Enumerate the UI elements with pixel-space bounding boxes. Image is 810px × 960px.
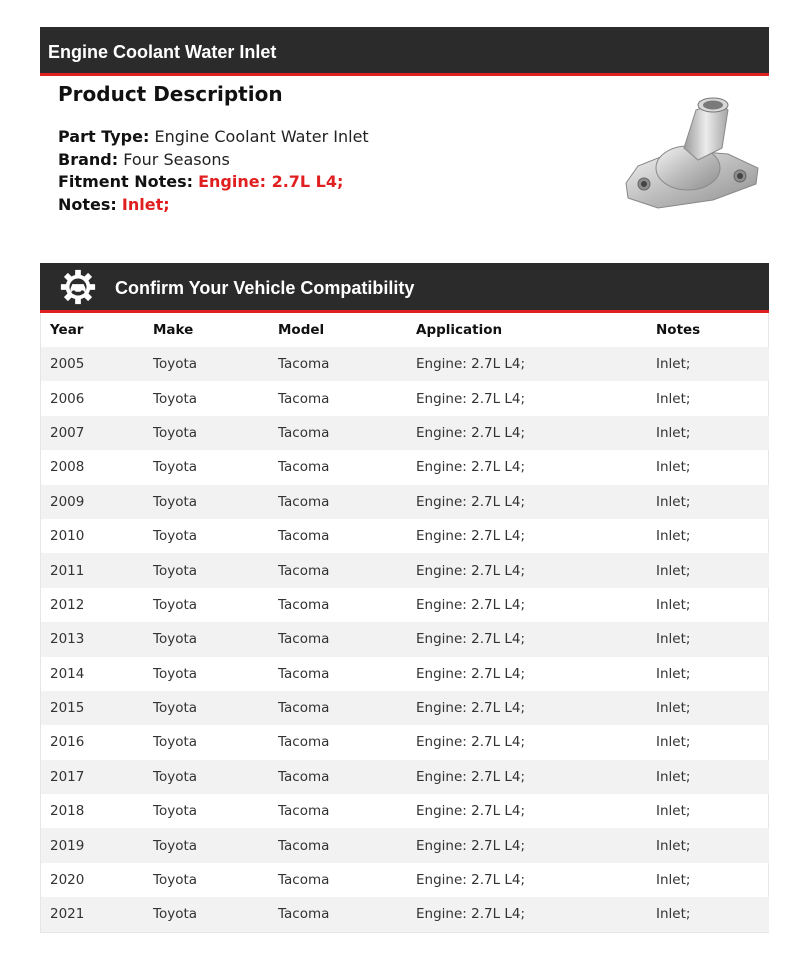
cell-year: 2010	[50, 528, 85, 545]
cell-make: Toyota	[153, 596, 198, 613]
cell-notes: Inlet;	[656, 493, 691, 510]
cell-year: 2008	[50, 459, 85, 476]
cell-make: Toyota	[153, 734, 198, 751]
cell-make: Toyota	[153, 803, 198, 820]
cell-make: Toyota	[153, 356, 198, 373]
cell-model: Tacoma	[278, 872, 330, 889]
cell-application: Engine: 2.7L L4;	[416, 700, 526, 717]
cell-application: Engine: 2.7L L4;	[416, 424, 526, 441]
table-header-row	[41, 313, 769, 347]
cell-make: Toyota	[153, 493, 198, 510]
table-row	[41, 691, 769, 725]
table-row	[41, 519, 769, 553]
table-row	[41, 657, 769, 691]
cell-year: 2007	[50, 424, 85, 441]
cell-model: Tacoma	[278, 390, 330, 407]
cell-application: Engine: 2.7L L4;	[416, 768, 526, 785]
cell-application: Engine: 2.7L L4;	[416, 356, 526, 373]
cell-notes: Inlet;	[656, 837, 691, 854]
cell-notes: Inlet;	[656, 665, 691, 682]
cell-model: Tacoma	[278, 803, 330, 820]
cell-model: Tacoma	[278, 596, 330, 613]
cell-make: Toyota	[153, 631, 198, 648]
product-header-banner	[40, 27, 769, 76]
cell-make: Toyota	[153, 837, 198, 854]
cell-notes: Inlet;	[656, 631, 691, 648]
cell-make: Toyota	[153, 665, 198, 682]
cell-model: Tacoma	[278, 528, 330, 545]
description-heading: Product Description	[58, 82, 283, 106]
cell-application: Engine: 2.7L L4;	[416, 390, 526, 407]
col-header-year: Year	[50, 322, 84, 338]
cell-model: Tacoma	[278, 459, 330, 476]
table-body	[41, 347, 769, 932]
table-row	[41, 622, 769, 656]
col-header-application: Application	[416, 322, 503, 338]
table-row	[41, 450, 769, 484]
cell-application: Engine: 2.7L L4;	[416, 665, 526, 682]
col-header-make: Make	[153, 322, 194, 338]
cell-notes: Inlet;	[656, 562, 691, 579]
cell-notes: Inlet;	[656, 768, 691, 785]
cell-make: Toyota	[153, 906, 198, 923]
table-row	[41, 725, 769, 759]
product-image	[618, 88, 768, 218]
brand-label: Brand:	[58, 150, 119, 169]
part-type-label: Part Type:	[58, 127, 150, 146]
col-header-notes: Notes	[656, 322, 701, 338]
cell-year: 2020	[50, 872, 85, 889]
cell-application: Engine: 2.7L L4;	[416, 493, 526, 510]
cell-notes: Inlet;	[656, 872, 691, 889]
cell-year: 2017	[50, 768, 85, 785]
cell-make: Toyota	[153, 872, 198, 889]
part-type-line	[58, 127, 369, 146]
table-row	[41, 794, 769, 828]
table-row	[41, 347, 769, 381]
col-header-model: Model	[278, 322, 325, 338]
table-row	[41, 828, 769, 862]
notes-value: Inlet;	[121, 195, 170, 214]
table-row	[41, 897, 769, 931]
cell-model: Tacoma	[278, 837, 330, 854]
fitment-label: Fitment Notes:	[58, 172, 193, 191]
cell-make: Toyota	[153, 459, 198, 476]
cell-make: Toyota	[153, 390, 198, 407]
cell-year: 2012	[50, 596, 85, 613]
brand-value: Four Seasons	[123, 150, 230, 169]
cell-year: 2019	[50, 837, 85, 854]
cell-application: Engine: 2.7L L4;	[416, 596, 526, 613]
cell-model: Tacoma	[278, 631, 330, 648]
cell-make: Toyota	[153, 700, 198, 717]
cell-notes: Inlet;	[656, 700, 691, 717]
cell-application: Engine: 2.7L L4;	[416, 872, 526, 889]
cell-notes: Inlet;	[656, 459, 691, 476]
cell-make: Toyota	[153, 424, 198, 441]
cell-notes: Inlet;	[656, 528, 691, 545]
compatibility-title: Confirm Your Vehicle Compatibility	[115, 278, 415, 298]
table-row	[41, 485, 769, 519]
cell-application: Engine: 2.7L L4;	[416, 528, 526, 545]
cell-model: Tacoma	[278, 906, 330, 923]
gear-car-icon	[59, 268, 97, 306]
cell-model: Tacoma	[278, 424, 330, 441]
table-row	[41, 760, 769, 794]
cell-model: Tacoma	[278, 734, 330, 751]
cell-year: 2021	[50, 906, 85, 923]
compatibility-table	[40, 313, 769, 933]
cell-year: 2011	[50, 562, 85, 579]
cell-application: Engine: 2.7L L4;	[416, 837, 526, 854]
cell-model: Tacoma	[278, 562, 330, 579]
cell-notes: Inlet;	[656, 734, 691, 751]
compatibility-banner	[40, 263, 769, 313]
cell-year: 2015	[50, 700, 85, 717]
part-type-value: Engine Coolant Water Inlet	[154, 127, 369, 146]
cell-make: Toyota	[153, 562, 198, 579]
cell-year: 2009	[50, 493, 85, 510]
fitment-value: Engine: 2.7L L4;	[198, 172, 344, 191]
table-row	[41, 863, 769, 897]
cell-application: Engine: 2.7L L4;	[416, 562, 526, 579]
cell-notes: Inlet;	[656, 356, 691, 373]
cell-year: 2005	[50, 356, 85, 373]
cell-notes: Inlet;	[656, 803, 691, 820]
cell-model: Tacoma	[278, 356, 330, 373]
cell-year: 2013	[50, 631, 85, 648]
cell-application: Engine: 2.7L L4;	[416, 631, 526, 648]
cell-model: Tacoma	[278, 493, 330, 510]
cell-year: 2006	[50, 390, 85, 407]
cell-year: 2018	[50, 803, 85, 820]
cell-year: 2014	[50, 665, 85, 682]
cell-application: Engine: 2.7L L4;	[416, 906, 526, 923]
cell-notes: Inlet;	[656, 424, 691, 441]
table-row	[41, 381, 769, 415]
cell-application: Engine: 2.7L L4;	[416, 459, 526, 476]
cell-make: Toyota	[153, 768, 198, 785]
notes-label: Notes:	[58, 195, 117, 214]
cell-notes: Inlet;	[656, 390, 691, 407]
table-row	[41, 553, 769, 587]
cell-application: Engine: 2.7L L4;	[416, 734, 526, 751]
brand-line	[58, 150, 230, 169]
cell-make: Toyota	[153, 528, 198, 545]
table-row	[41, 416, 769, 450]
fitment-line	[58, 172, 343, 191]
product-title: Engine Coolant Water Inlet	[48, 42, 277, 62]
cell-year: 2016	[50, 734, 85, 751]
cell-notes: Inlet;	[656, 906, 691, 923]
notes-line	[58, 195, 170, 214]
table-row	[41, 588, 769, 622]
cell-notes: Inlet;	[656, 596, 691, 613]
cell-model: Tacoma	[278, 700, 330, 717]
cell-model: Tacoma	[278, 768, 330, 785]
cell-model: Tacoma	[278, 665, 330, 682]
cell-application: Engine: 2.7L L4;	[416, 803, 526, 820]
